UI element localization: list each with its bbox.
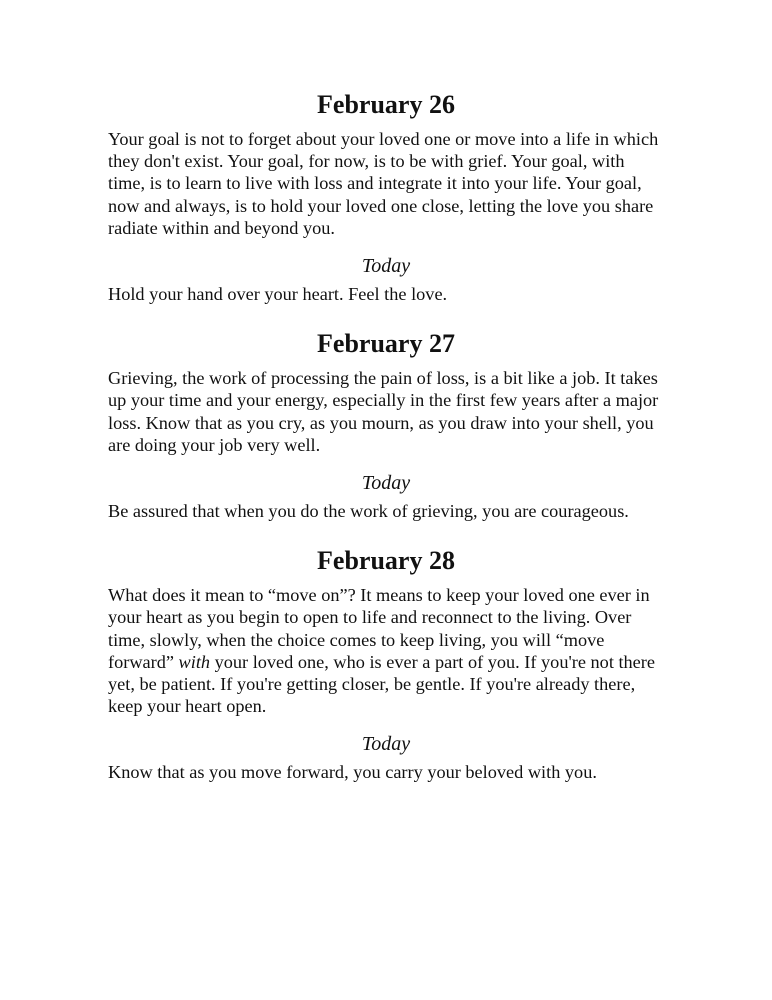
page — [108, 88, 664, 784]
today-text: Be assured that when you do the work of grieving, you are courageous. — [108, 501, 629, 522]
today-label: Today — [361, 472, 411, 495]
entry-body-text: What does it mean to “move on”? It means to keep your loved one ever in your heart as you begin to open to life and reconnect to the living. Over time, slowly, when the choice comes to keep living, you will “move forward” — [108, 585, 650, 672]
entry-title: February 28 — [317, 546, 455, 576]
entry-february-26 — [108, 88, 664, 305]
today-text: Hold your hand over your heart. Feel the love. — [108, 284, 448, 305]
entry-body-text: your loved one, who is ever a part of you. If you're not there yet, be patient. If you're getting closer, be gentle. If you're already there, keep your heart open. — [108, 651, 656, 717]
entry-february-27 — [108, 327, 664, 522]
entry-title: February 27 — [317, 329, 455, 359]
entry-body: Your goal is not to forget about your loved one or move into a life in which they don't exist. Your goal, for now, is to be with grief. Your goal, with time, is to learn to live with loss and integrate it into your life. Your goal, now and always, is to hold your loved one close, letting the love you share radiate within and beyond you. — [108, 129, 659, 238]
today-label: Today — [361, 733, 411, 756]
today-label: Today — [361, 255, 411, 278]
entry-body: Grieving, the work of processing the pain of loss, is a bit like a job. It takes up your time and your energy, especially in the first few years after a major loss. Know that as you cry, as you mourn, as you draw into your shell, you are doing your job very well. — [108, 368, 659, 455]
entry-body-emphasis: with — [178, 651, 211, 672]
today-text: Know that as you move forward, you carry your beloved with you. — [108, 762, 597, 783]
entry-body — [108, 584, 664, 717]
entry-february-28 — [108, 544, 664, 783]
entry-title: February 26 — [317, 90, 455, 119]
